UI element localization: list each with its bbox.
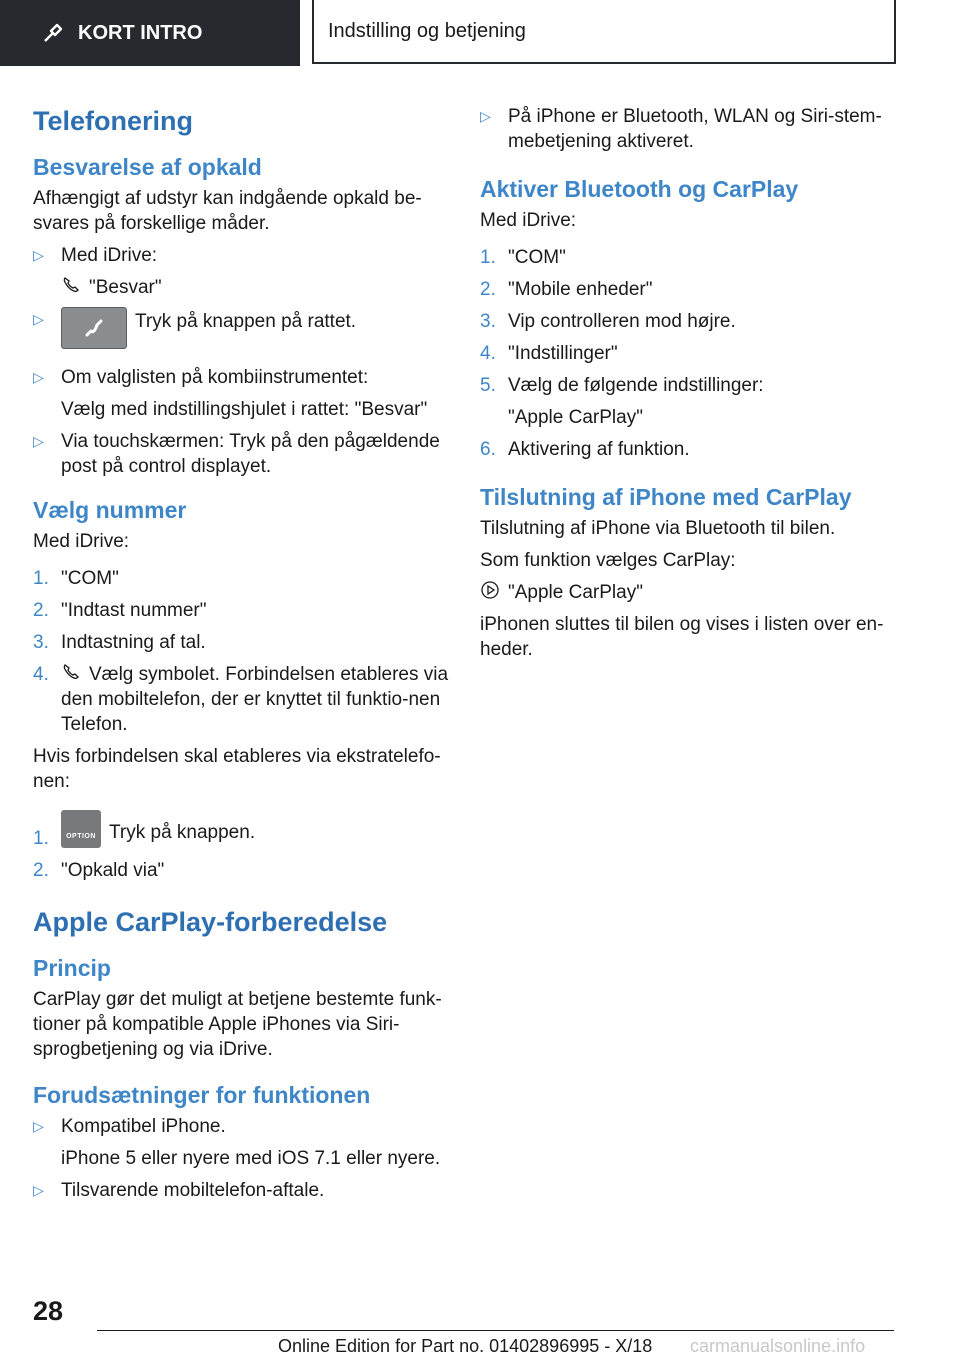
list-item-text: Indtastning af tal. [61,632,206,653]
vaelg-intro: Med iDrive: [33,531,130,552]
list-item: 3. Indtastning af tal. [33,632,206,653]
list-item-text: Tryk på knappen på rattet. [135,311,357,332]
list-item-text: Aktivering af funktion. [508,439,690,460]
list-item: 1. OPTION Tryk på knappen. [33,810,451,848]
option-button-image [61,810,101,848]
bullet-triangle-icon: ▷ [480,108,491,124]
list-item: 2. "Opkald via" [33,860,165,881]
list-item-text: Tryk på knappen. [109,822,256,843]
phone-icon [61,275,81,295]
vaelg-paragraph: Hvis forbindelsen skal etableres via ekstratelefo-nen: [33,746,441,792]
tilslut-p4: iPhonen sluttes til bilen og vises i listen over en-heder. [480,614,884,660]
list-item: 6. Aktivering af funktion. [480,439,690,460]
section-title [312,0,896,64]
list-item-sub [33,397,451,422]
list-item-text: Via touchskærmen: Tryk på den pågældende post på control displayet. [61,431,440,477]
heading-apple-carplay: Apple CarPlay-forberedelse [33,907,388,937]
list-item-text: "Mobile enheder" [508,279,653,300]
bullet-triangle-icon: ▷ [33,1182,44,1198]
list-item [33,1114,451,1139]
list-item: 4. Vælg symbolet. Forbindelsen etableres via den mobiltelefon, der er knyttet til funktio-nen Telefon. [33,664,449,735]
section-title-label: Indstilling og betjening [328,19,526,42]
list-item-text: "COM" [508,247,566,268]
list-item-text: "Opkald via" [61,860,165,881]
phone-icon [61,662,81,682]
list-item [33,429,451,479]
list-item: 1. "COM" [33,568,119,589]
list-item [33,1178,451,1203]
list-item: 1. "COM" [480,247,566,268]
list-item: 2. "Indtast nummer" [33,600,207,621]
list-item [33,365,451,390]
footer-divider [97,1330,894,1331]
list-item-sub-text: "Besvar" [89,277,162,298]
quick-reference-icon [42,22,64,44]
list-item-text: "Indtast nummer" [61,600,207,621]
list-item-sub-text: "Apple CarPlay" [508,407,643,428]
chapter-tab-label: KORT INTRO [78,21,203,44]
chapter-tab [0,0,300,66]
heading-vaelg-nummer: Vælg nummer [33,497,187,523]
list-item [33,243,451,268]
right-column [480,104,900,669]
bullet-triangle-icon: ▷ [33,247,44,263]
list-item-text: Vælg symbolet. Forbindelsen etableres via den mobiltelefon, der er knyttet til funktio-nen Telefon. [61,664,449,735]
list-item-sub [480,405,900,430]
footer-edition: Online Edition for Part no. 01402896995 - X/18 [278,1336,653,1356]
option-button-label: OPTION [66,833,96,840]
bullet-triangle-icon: ▷ [33,1118,44,1134]
heading-aktiver-bluetooth: Aktiver Bluetooth og CarPlay [480,176,799,202]
page-number: 28 [33,1296,64,1326]
list-item [480,104,900,154]
list-item-text: "Indstillinger" [508,343,618,364]
heading-forudsaetninger: Forudsætninger for funktionen [33,1082,371,1108]
page-header [0,0,960,66]
watermark: carmanualsonline.info [690,1336,866,1356]
list-item-text: Kompatibel iPhone. [61,1116,226,1137]
heading-besvarelse: Besvarelse af opkald [33,154,262,180]
list-item-sub-text: iPhone 5 eller nyere med iOS 7.1 eller nyere. [61,1148,441,1169]
list-item: 3. Vip controlleren mod højre. [480,311,736,332]
list-item: 5. Vælg de følgende indstillinger: [480,375,764,396]
left-column [33,96,451,1210]
heading-telefonering: Telefonering [33,106,194,136]
phone-handset-icon [62,308,126,348]
bullet-triangle-icon: ▷ [33,369,44,385]
tilslut-p1: Tilslutning af iPhone via Bluetooth til bilen. [480,518,836,539]
list-item [33,307,451,349]
list-item-text: Tilsvarende mobiltelefon-aftale. [61,1180,325,1201]
list-item-sub-text: Vælg med indstillingshjulet i rattet: "Besvar" [61,399,428,420]
aktiver-intro: Med iDrive: [480,210,577,231]
list-item-text: På iPhone er Bluetooth, WLAN og Siri-stem-mebetjening aktiveret. [508,106,882,152]
bullet-triangle-icon: ▷ [33,311,44,327]
besvarelse-intro: Afhængigt af udstyr kan indgående opkald be-svares på forskellige måder. [33,188,422,234]
heading-princip: Princip [33,955,111,981]
list-item-text: Om valglisten på kombiinstrumentet: [61,367,369,388]
list-item-text: Med iDrive: [61,245,158,266]
list-item-sub [33,275,451,300]
heading-tilslutning: Tilslutning af iPhone med CarPlay [480,484,852,510]
tilslut-p3-text: "Apple CarPlay" [508,582,643,603]
list-item: 4. "Indstillinger" [480,343,618,364]
steering-wheel-phone-button-image [61,307,127,349]
list-item-sub [33,1146,451,1171]
tilslut-p2: Som funktion vælges CarPlay: [480,550,736,571]
tilslut-p3 [480,580,900,605]
list-item-text: "COM" [61,568,119,589]
carplay-play-icon [480,580,500,600]
princip-text: CarPlay gør det muligt at betjene bestemte funk-tioner på kompatible Apple iPhones via Siri-sprogbetjening og via iDrive. [33,989,442,1060]
bullet-triangle-icon: ▷ [33,433,44,449]
list-item-text: Vælg de følgende indstillinger: [508,375,764,396]
list-item-text: Vip controlleren mod højre. [508,311,736,332]
list-item: 2. "Mobile enheder" [480,279,653,300]
